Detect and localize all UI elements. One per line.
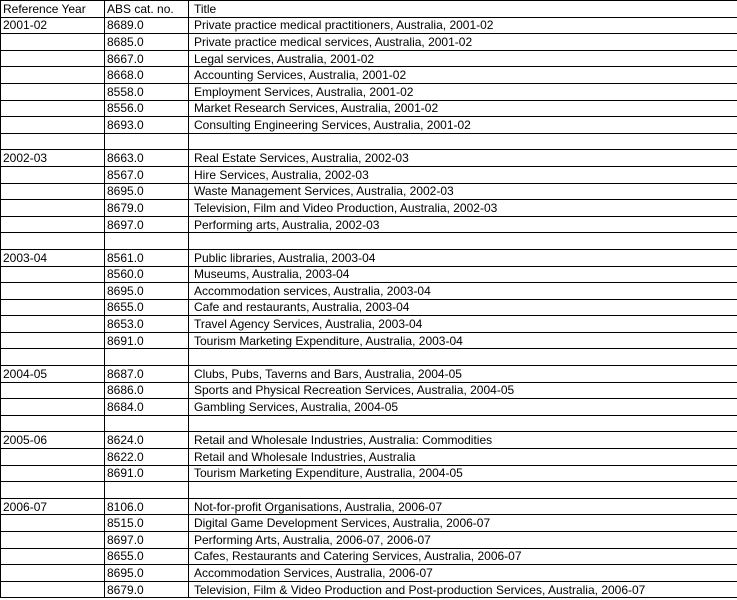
title-cell: Cafe and restaurants, Australia, 2003-04 [189,299,737,316]
title-cell: Performing arts, Australia, 2002-03 [189,216,737,233]
table-row [1,548,737,565]
title-cell: Digital Game Development Services, Australia, 2006-07 [189,515,737,532]
title-cell: Employment Services, Australia, 2001-02 [189,83,737,100]
table-row [1,150,737,167]
abs-cat-no-cell: 8691.0 [105,465,189,482]
abs-cat-no-cell [105,349,189,366]
reference-year-cell [1,34,105,51]
table-row [1,283,737,300]
title-cell: Accommodation Services, Australia, 2006-07 [189,565,737,582]
abs-cat-no-cell: 8655.0 [105,299,189,316]
reference-year-cell [1,266,105,283]
abs-cat-no-cell: 8687.0 [105,366,189,383]
reference-year-cell [1,581,105,598]
title-cell [189,415,737,432]
reference-year-cell [1,100,105,117]
header-reference-year: Reference Year [1,1,105,18]
title-cell: Museums, Australia, 2003-04 [189,266,737,283]
reference-year-cell [1,332,105,349]
reference-year-cell [1,216,105,233]
abs-cat-no-cell: 8560.0 [105,266,189,283]
table-row [1,166,737,183]
table-row [1,133,737,150]
title-cell: Real Estate Services, Australia, 2002-03 [189,150,737,167]
abs-cat-no-cell: 8663.0 [105,150,189,167]
reference-year-cell [1,183,105,200]
abs-cat-no-cell: 8567.0 [105,166,189,183]
reference-year-cell [1,200,105,217]
table-body [1,17,737,598]
table-row [1,482,737,499]
table-row [1,17,737,34]
abs-cat-no-cell [105,482,189,499]
reference-year-cell: 2004-05 [1,366,105,383]
title-cell: Accounting Services, Australia, 2001-02 [189,67,737,84]
title-cell: Performing Arts, Australia, 2006-07, 2006-07 [189,532,737,549]
reference-year-cell [1,449,105,466]
table-row [1,34,737,51]
reference-year-cell [1,532,105,549]
reference-year-cell [1,349,105,366]
title-cell: Gambling Services, Australia, 2004-05 [189,399,737,416]
title-cell: Public libraries, Australia, 2003-04 [189,249,737,266]
table-row [1,399,737,416]
reference-year-cell: 2002-03 [1,150,105,167]
abs-cat-no-cell: 8655.0 [105,548,189,565]
table-row [1,200,737,217]
table-row [1,183,737,200]
reference-year-cell [1,548,105,565]
title-cell: Tourism Marketing Expenditure, Australia, 2004-05 [189,465,737,482]
abs-cat-no-cell: 8691.0 [105,332,189,349]
table-row [1,83,737,100]
abs-cat-no-cell: 8695.0 [105,283,189,300]
table-row [1,565,737,582]
abs-cat-no-cell: 8679.0 [105,581,189,598]
table-row [1,498,737,515]
title-cell: Market Research Services, Australia, 2001-02 [189,100,737,117]
table-row [1,465,737,482]
reference-year-cell [1,233,105,250]
title-cell [189,233,737,250]
title-cell [189,133,737,150]
title-cell: Television, Film and Video Production, Australia, 2002-03 [189,200,737,217]
table-row [1,366,737,383]
abs-cat-no-cell: 8689.0 [105,17,189,34]
reference-year-cell: 2005-06 [1,432,105,449]
title-cell: Retail and Wholesale Industries, Australia: Commodities [189,432,737,449]
table-row [1,50,737,67]
table-row [1,415,737,432]
table-row [1,67,737,84]
abs-cat-no-cell: 8668.0 [105,67,189,84]
reference-year-cell [1,482,105,499]
reference-year-cell [1,117,105,134]
title-cell: Retail and Wholesale Industries, Australia [189,449,737,466]
title-cell: Accommodation services, Australia, 2003-04 [189,283,737,300]
abs-cat-no-cell: 8693.0 [105,117,189,134]
table-row [1,432,737,449]
header-title: Title [189,1,737,18]
abs-cat-no-cell: 8622.0 [105,449,189,466]
title-cell: Waste Management Services, Australia, 2002-03 [189,183,737,200]
title-cell: Hire Services, Australia, 2002-03 [189,166,737,183]
title-cell: Legal services, Australia, 2001-02 [189,50,737,67]
table-row [1,316,737,333]
table-row [1,349,737,366]
table-row [1,249,737,266]
table-row [1,449,737,466]
abs-cat-no-cell: 8556.0 [105,100,189,117]
abs-cat-no-cell: 8697.0 [105,216,189,233]
reference-year-cell [1,399,105,416]
abs-cat-no-cell: 8667.0 [105,50,189,67]
table-row [1,233,737,250]
abs-cat-no-cell: 8695.0 [105,565,189,582]
abs-cat-no-cell: 8695.0 [105,183,189,200]
title-cell: Television, Film & Video Production and Post-production Services, Australia, 2006-07 [189,581,737,598]
table-row [1,117,737,134]
reference-year-cell [1,515,105,532]
abs-cat-no-cell: 8106.0 [105,498,189,515]
abs-cat-no-cell: 8697.0 [105,532,189,549]
abs-cat-no-cell: 8685.0 [105,34,189,51]
title-cell: Private practice medical services, Australia, 2001-02 [189,34,737,51]
title-cell: Travel Agency Services, Australia, 2003-04 [189,316,737,333]
abs-cat-no-cell: 8515.0 [105,515,189,532]
abs-cat-no-cell: 8686.0 [105,382,189,399]
table-row [1,581,737,598]
title-cell: Clubs, Pubs, Taverns and Bars, Australia, 2004-05 [189,366,737,383]
title-cell: Cafes, Restaurants and Catering Services, Australia, 2006-07 [189,548,737,565]
abs-cat-no-cell [105,415,189,432]
table-row [1,266,737,283]
title-cell: Consulting Engineering Services, Australia, 2001-02 [189,117,737,134]
title-cell [189,349,737,366]
table-row [1,332,737,349]
reference-year-cell [1,382,105,399]
table-row [1,299,737,316]
title-cell: Private practice medical practitioners, Australia, 2001-02 [189,17,737,34]
title-cell [189,482,737,499]
reference-year-cell [1,299,105,316]
title-cell: Tourism Marketing Expenditure, Australia, 2003-04 [189,332,737,349]
header-row [1,1,737,18]
reference-year-cell [1,67,105,84]
reference-year-cell [1,83,105,100]
abs-cat-no-cell: 8624.0 [105,432,189,449]
abs-cat-no-cell: 8684.0 [105,399,189,416]
abs-cat-no-cell: 8561.0 [105,249,189,266]
reference-year-cell: 2001-02 [1,17,105,34]
reference-year-cell [1,283,105,300]
header-abs-cat-no: ABS cat. no. [105,1,189,18]
abs-cat-no-cell [105,133,189,150]
table-row [1,515,737,532]
table-row [1,100,737,117]
reference-year-cell [1,415,105,432]
title-cell: Sports and Physical Recreation Services, Australia, 2004-05 [189,382,737,399]
abs-cat-no-cell [105,233,189,250]
abs-cat-no-cell: 8558.0 [105,83,189,100]
reference-year-cell: 2006-07 [1,498,105,515]
reference-year-cell [1,565,105,582]
table-row [1,382,737,399]
table-row [1,216,737,233]
reference-year-cell [1,166,105,183]
abs-cat-no-cell: 8653.0 [105,316,189,333]
reference-year-cell [1,133,105,150]
abs-cat-no-cell: 8679.0 [105,200,189,217]
reference-year-cell [1,316,105,333]
reference-year-cell [1,50,105,67]
title-cell: Not-for-profit Organisations, Australia, 2006-07 [189,498,737,515]
reference-year-cell [1,465,105,482]
reference-year-cell: 2003-04 [1,249,105,266]
table-row [1,532,737,549]
